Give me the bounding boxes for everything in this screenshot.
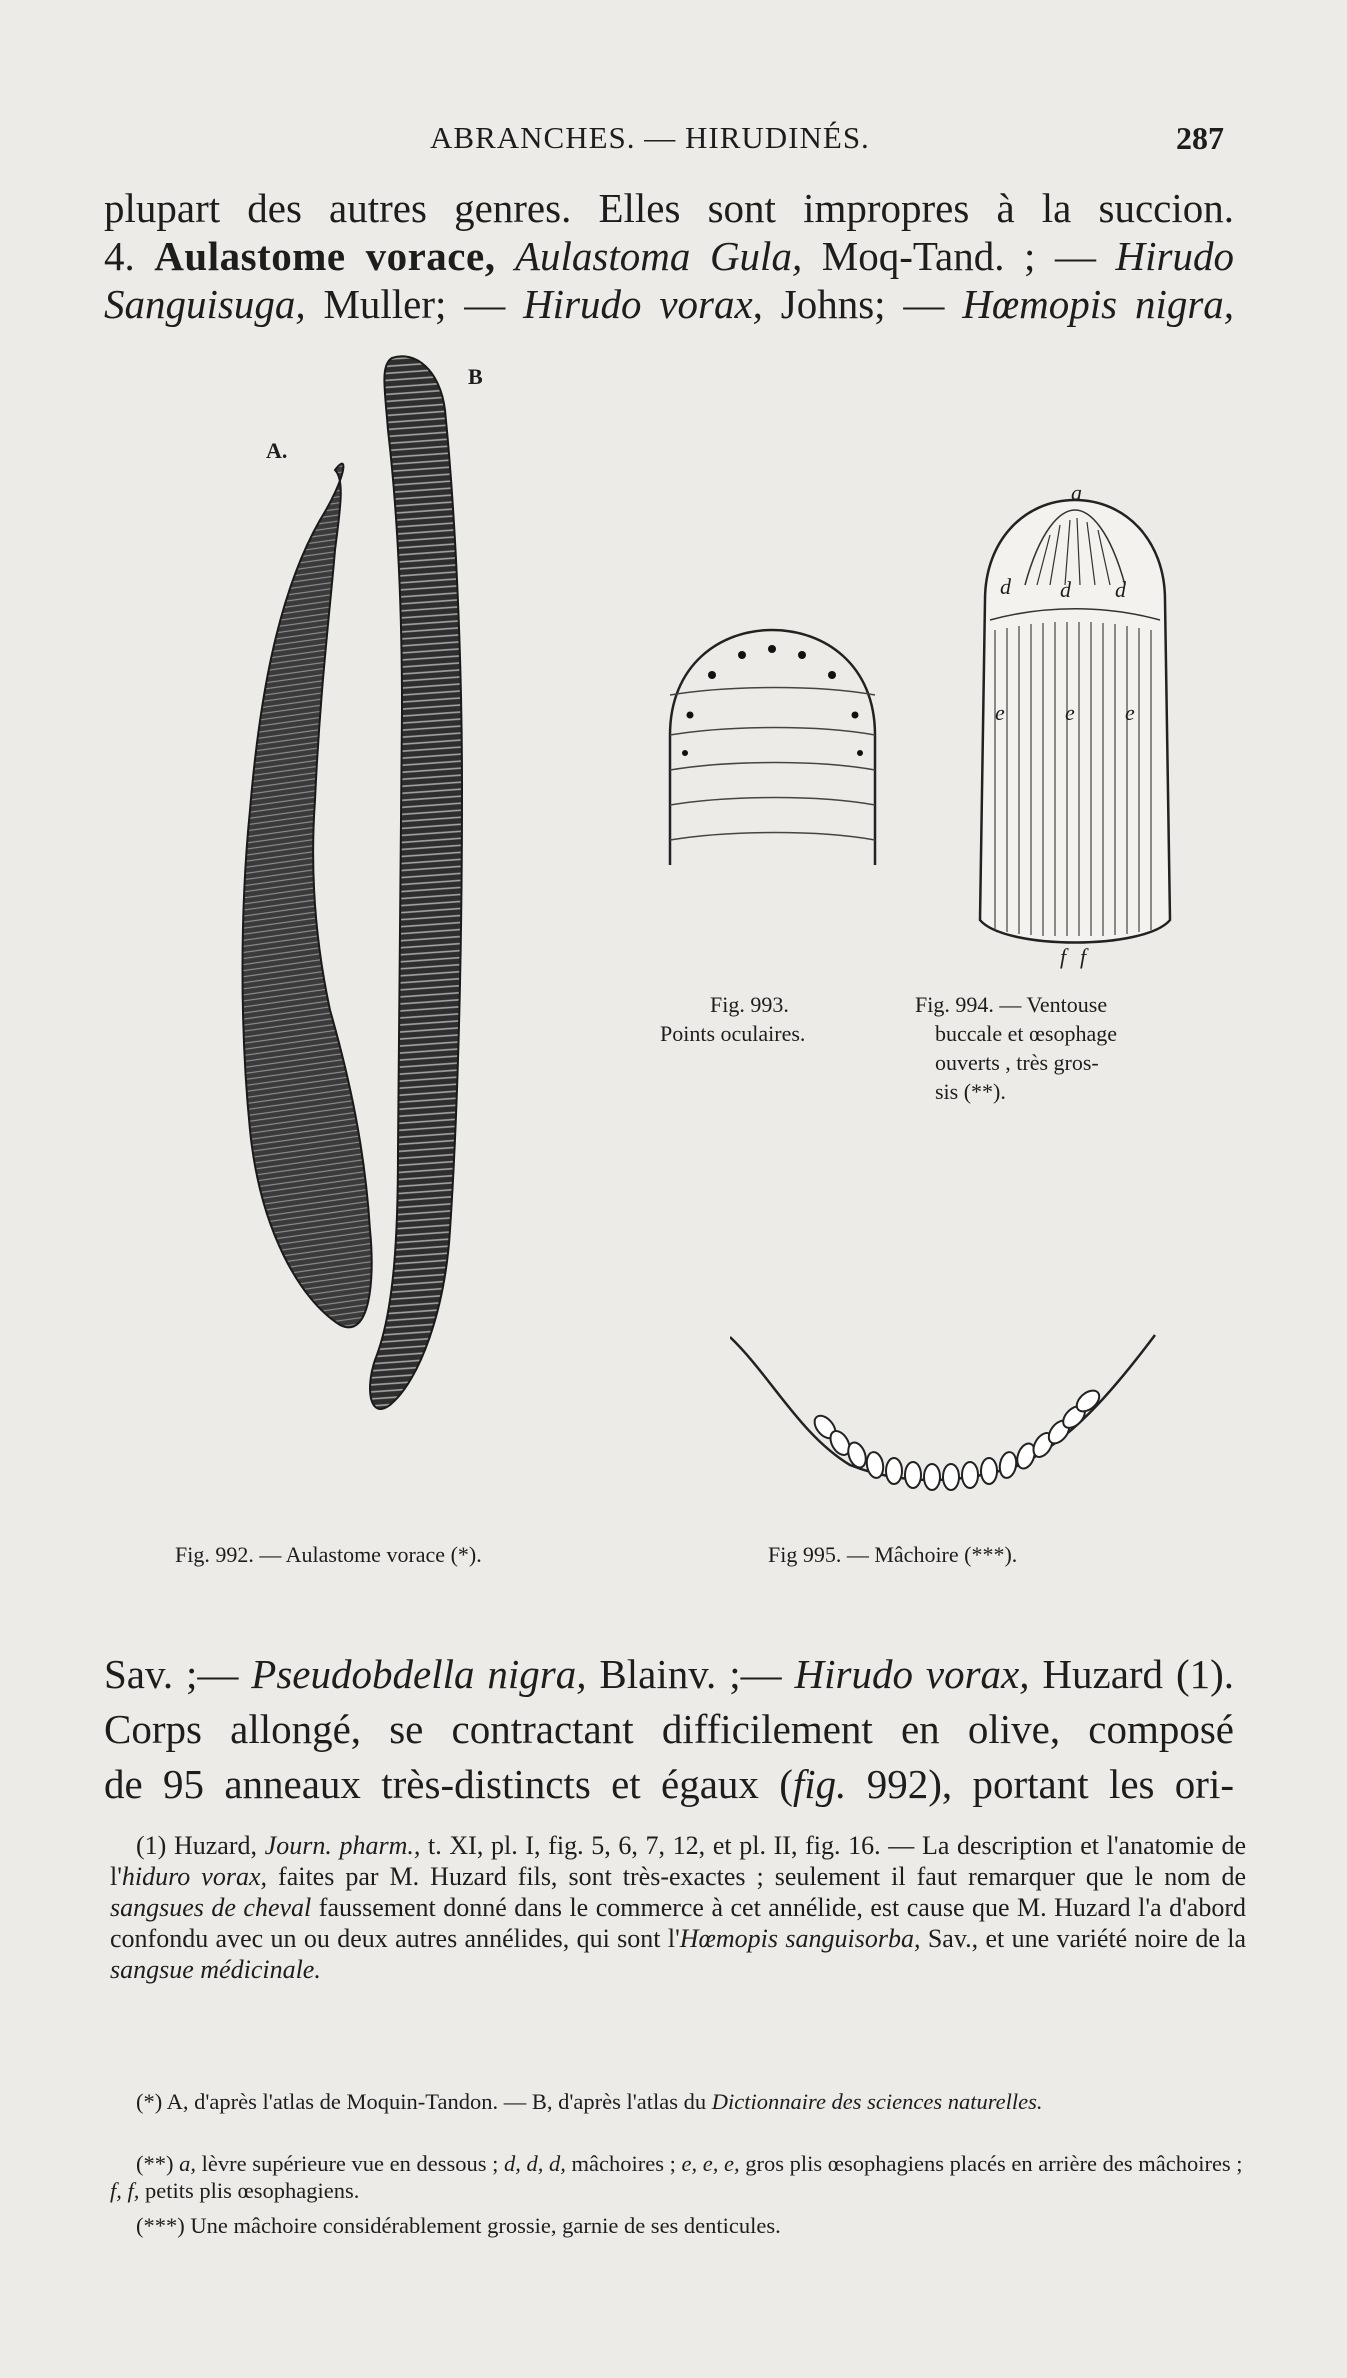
species-common-name: Aulastome vorace, — [154, 233, 496, 279]
footnote-star: (*) A, d'après l'atlas de Moquin-Tandon. — B, d'après l'atlas du Dictionnaire des sciences naturelles. — [136, 2089, 1043, 2114]
figure-992 — [140, 350, 540, 1520]
species-authority: Moq-Tand. ; — — [821, 233, 1096, 279]
eye-points-diagram — [660, 625, 885, 870]
label-a: a — [1071, 480, 1082, 505]
synonym-2-author: Johns; — — [780, 281, 945, 327]
body-line-3 — [104, 280, 1234, 328]
leech-a — [243, 464, 372, 1328]
label-d-3: d — [1115, 577, 1126, 602]
figure-993 — [660, 625, 885, 870]
running-header — [0, 120, 1347, 170]
figure-993-caption-line-2: Points oculaires. — [660, 1021, 806, 1046]
synonym-author-blainv: Blainv. ;— — [599, 1651, 782, 1697]
leech-b — [370, 356, 462, 1409]
body-line-5: Corps allongé, se contractant difficilement en olive, composé — [104, 1706, 1234, 1752]
synonym-1-author: Muller; — — [323, 281, 506, 327]
label-e-1: e — [995, 700, 1005, 725]
figure-995 — [730, 1325, 1160, 1500]
synonym-author-huzard: Huzard (1). — [1042, 1651, 1235, 1697]
footnote-1: (1) Huzard, Journ. pharm., t. XI, pl. I, fig. 5, 6, 7, 12, et pl. II, fig. 16. — La description et l'anatomie de l'hiduro vorax, faites par M. Huzard fils, sont très-exactes ; seulement il faut remarquer que le nom de sangsues de cheval faussement donné dans le commerce à cet annélide, est cause que M. Huzard l'a d'abord confondu avec un ou deux autres annélides, qui sont l'Hœmopis sanguisorba, Sav., et une variété noire de la sangsue médicinale. — [110, 1831, 1247, 1984]
synonym-2: Hirudo vorax, — [523, 281, 763, 327]
running-title: ABRANCHES. — HIRUDINÉS. — [430, 120, 870, 155]
synonym-1: Sanguisuga, — [104, 281, 306, 327]
synonym-3: Hœmopis nigra, — [962, 281, 1235, 327]
figure-995-caption: Fig 995. — Mâchoire (***). — [768, 1542, 1018, 1567]
figure-letter-a: A. — [266, 438, 288, 463]
synonym-hirudo-vorax: Hirudo vorax, — [794, 1651, 1030, 1697]
leech-illustration — [140, 350, 540, 1520]
figure-994-caption-line-1: Fig. 994. — Ventouse — [915, 992, 1108, 1017]
body-line-1: plupart des autres genres. Elles sont impropres à la succion. — [104, 185, 1234, 231]
label-e-3: e — [1125, 700, 1135, 725]
label-e-2: e — [1065, 700, 1075, 725]
label-d-1: d — [1000, 574, 1011, 599]
body-line-6: de 95 anneaux très-distincts et égaux (fig. 992), portant les ori- — [104, 1761, 1235, 1807]
figure-994-caption-line-3: ouverts , très gros- — [935, 1050, 1099, 1075]
label-f-2: f — [1080, 944, 1087, 969]
figure-994-caption-line-4: sis (**). — [935, 1079, 1006, 1104]
footnote-triple-star: (***) Une mâchoire considérablement grossie, garnie de ses denticules. — [136, 2213, 781, 2238]
synonym-genus: Hirudo — [1115, 233, 1234, 279]
figure-993-caption-line-1: Fig. 993. — [710, 992, 789, 1017]
synonym-author-sav: Sav. ;— — [104, 1651, 239, 1697]
figure-994 — [965, 480, 1180, 970]
jaw-diagram — [730, 1325, 1160, 1500]
body-line-2 — [104, 232, 1234, 280]
species-number: 4. — [104, 233, 135, 279]
body-line-4 — [104, 1650, 1234, 1698]
label-f-1: f — [1060, 944, 1067, 969]
synonym-pseudobdella: Pseudobdella nigra, — [251, 1651, 587, 1697]
figure-letter-b: B — [468, 364, 483, 389]
footnote-double-star: (**) a, lèvre supérieure vue en dessous ; d, d, d, mâchoires ; e, e, e, gros plis œsophagiens placés en arrière des mâchoires ; f, f, petits plis œsophagiens. — [110, 2151, 1243, 2203]
label-d-2: d — [1060, 577, 1071, 602]
figure-994-caption-line-2: buccale et œsophage — [935, 1021, 1118, 1046]
page-number: 287 — [1176, 120, 1224, 156]
figure-992-caption: Fig. 992. — Aulastome vorace (*). — [175, 1542, 482, 1567]
species-latin-name: Aulastoma Gula, — [515, 233, 803, 279]
